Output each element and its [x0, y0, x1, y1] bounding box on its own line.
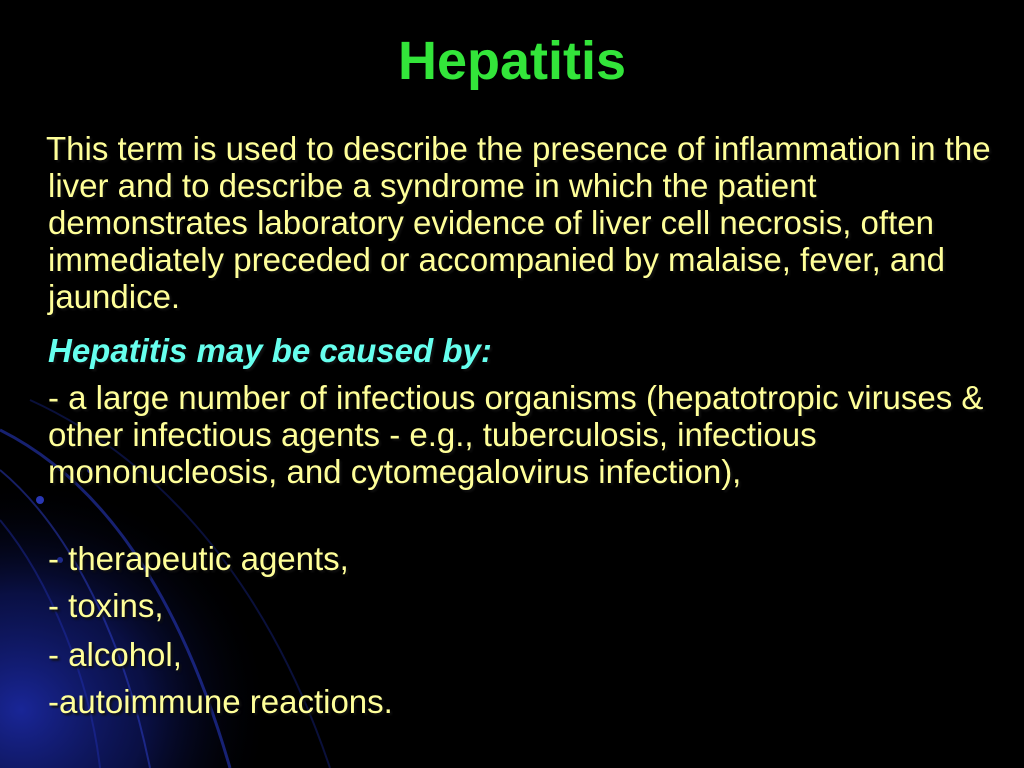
intro-paragraph: This term is used to describe the presence of inflammation in the liver and to describe a syndrome in which the patient demonstrates laboratory evidence of liver cell necrosis, often immediately preceded or accompanied by malaise, fever, and jaundice. [46, 130, 991, 315]
cause-item-autoimmune: -autoimmune reactions. [48, 683, 393, 720]
cause-item-alcohol: - alcohol, [48, 636, 182, 673]
cause-item-toxins: - toxins, [48, 587, 164, 624]
slide-title: Hepatitis [397, 31, 627, 91]
cause-item-infectious: - a large number of infectious organisms (hepatotropic viruses & other infectious agents - e.g., tuberculosis, infectious mononucleosis, and cytomegalovirus infection), [48, 379, 984, 490]
cause-item-therapeutic: - therapeutic agents, [48, 540, 349, 577]
causes-subheading: Hepatitis may be caused by: [48, 332, 492, 369]
